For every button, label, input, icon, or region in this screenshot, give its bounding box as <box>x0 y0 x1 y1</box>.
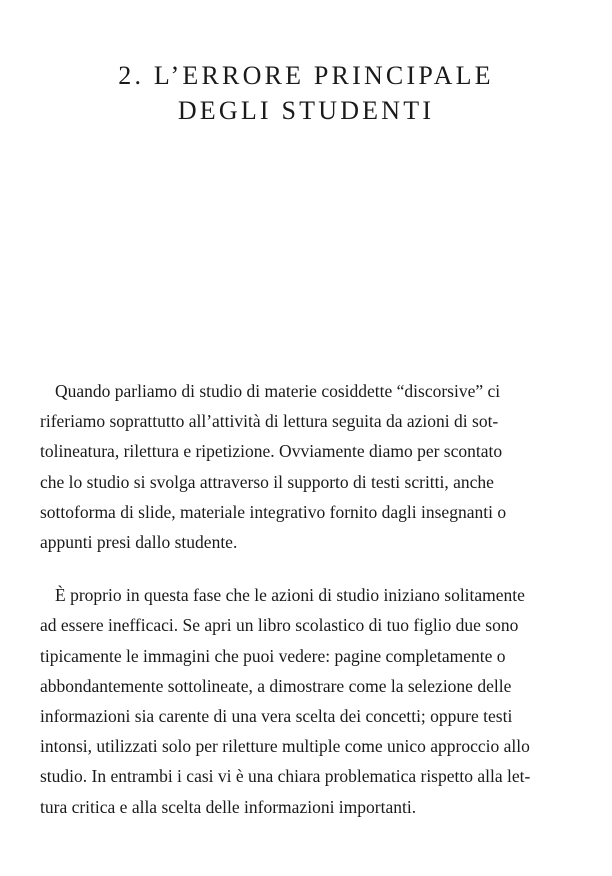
text-line: tolineatura, rilettura e ripetizione. Ovviamente diamo per scontato <box>40 441 503 462</box>
paragraph <box>40 580 580 822</box>
text-line: tipicamente le immagini che puoi vedere: pagine completamente o <box>40 645 506 666</box>
chapter-title <box>0 58 612 128</box>
text-line: appunti presi dallo studente. <box>40 532 238 553</box>
text-line: studio. In entrambi i casi vi è una chiara problematica rispetto alla let- <box>40 766 531 787</box>
text-line: tura critica e alla scelta delle informazioni importanti. <box>40 796 417 817</box>
paragraph <box>40 376 580 557</box>
chapter-title-line: DEGLI STUDENTI <box>177 96 435 125</box>
text-line: informazioni sia carente di una vera scelta dei concetti; oppure testi <box>40 706 513 727</box>
text-line: sottoforma di slide, materiale integrativo fornito dagli insegnanti o <box>40 501 507 522</box>
text-line: È proprio in questa fase che le azioni di studio iniziano solitamente <box>55 585 525 606</box>
text-line: intonsi, utilizzati solo per riletture multiple come unico approccio allo <box>40 736 530 757</box>
text-line: Quando parliamo di studio di materie cosiddette “discorsive” ci <box>55 381 501 401</box>
text-line: abbondantemente sottolineate, a dimostrare come la selezione delle <box>40 675 512 696</box>
chapter-title-line: 2. L’ERRORE PRINCIPALE <box>118 61 494 90</box>
text-line: che lo studio si svolga attraverso il supporto di testi scritti, anche <box>40 471 494 492</box>
text-line: ad essere inefficaci. Se apri un libro scolastico di tuo figlio due sono <box>40 615 519 636</box>
text-line: riferiamo soprattutto all’attività di lettura seguita da azioni di sot- <box>40 411 499 432</box>
body-text <box>40 376 580 845</box>
